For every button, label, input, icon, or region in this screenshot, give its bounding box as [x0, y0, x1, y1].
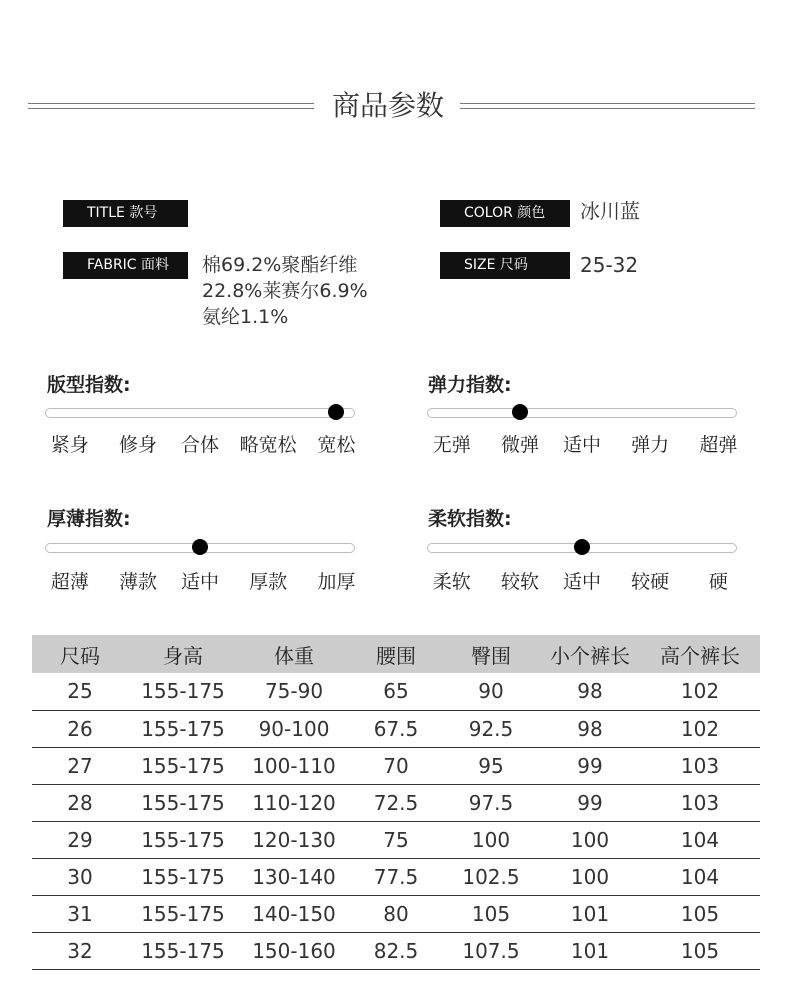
size-label-cn: 尺码: [499, 257, 528, 273]
softness-index-track: [427, 543, 737, 553]
table-cell: 155-175: [128, 784, 238, 821]
size-label-en: SIZE: [464, 257, 496, 273]
scale-label: 微弹: [500, 434, 540, 456]
heading-divider-left: [28, 103, 314, 109]
table-cell: 101: [540, 932, 640, 969]
scale-label: 弹力: [631, 434, 670, 456]
column-header: 尺码: [32, 635, 128, 673]
scale-label: 无弹: [432, 434, 471, 456]
table-cell: 155-175: [128, 821, 238, 858]
table-header-row: [32, 635, 760, 673]
scale-label: 加厚: [317, 571, 356, 593]
scale-label: 硬: [708, 571, 728, 593]
table-cell: 98: [540, 710, 640, 747]
scale-label: 超薄: [50, 571, 89, 593]
fabric-line: 22.8%莱赛尔6.9%: [202, 280, 368, 302]
scale-label: 柔软: [432, 571, 471, 593]
table-cell: 80: [350, 895, 442, 932]
column-header: 体重: [238, 635, 350, 673]
table-row: [32, 747, 760, 784]
heading-divider-right: [460, 103, 755, 109]
scale-label: 合体: [180, 434, 220, 456]
thickness-index-track: [45, 543, 355, 553]
size-chart-table: [32, 635, 760, 970]
table-cell: 90-100: [238, 710, 350, 747]
table-cell: 150-160: [238, 932, 350, 969]
fabric-value: [202, 252, 368, 330]
title-label-en: TITLE: [87, 205, 125, 221]
table-cell: 102: [640, 673, 760, 710]
table-cell: 82.5: [350, 932, 442, 969]
table-cell: 102.5: [442, 858, 540, 895]
scale-label: 适中: [180, 571, 220, 593]
table-cell: 65: [350, 673, 442, 710]
fit-index-scale: [45, 430, 355, 456]
table-cell: 90: [442, 673, 540, 710]
table-cell: 70: [350, 747, 442, 784]
scale-label: 宽松: [317, 434, 356, 456]
table-row: [32, 710, 760, 747]
scale-label: 适中: [562, 434, 602, 456]
scale-label: 略宽松: [239, 434, 297, 456]
color-value: 冰川蓝: [580, 199, 640, 223]
table-cell: 155-175: [128, 858, 238, 895]
table-cell: 103: [640, 747, 760, 784]
table-cell: 28: [32, 784, 128, 821]
table-cell: 26: [32, 710, 128, 747]
table-cell: 100: [540, 821, 640, 858]
table-cell: 92.5: [442, 710, 540, 747]
scale-label: 超弹: [699, 434, 738, 456]
table-cell: 110-120: [238, 784, 350, 821]
table-cell: 30: [32, 858, 128, 895]
table-cell: 155-175: [128, 710, 238, 747]
table-cell: 32: [32, 932, 128, 969]
fabric-label-cn: 面料: [141, 257, 170, 273]
scale-label: 修身: [118, 434, 158, 456]
table-row: [32, 821, 760, 858]
table-cell: 104: [640, 858, 760, 895]
scale-label: 较软: [500, 571, 540, 593]
elasticity-index-scale: [427, 430, 737, 456]
table-cell: 72.5: [350, 784, 442, 821]
elasticity-index-title: 弹力指数:: [428, 374, 512, 396]
table-cell: 101: [540, 895, 640, 932]
softness-index-scale: [427, 567, 737, 593]
scale-label: 较硬: [631, 571, 670, 593]
scale-label: 适中: [562, 571, 602, 593]
table-cell: 99: [540, 784, 640, 821]
thickness-index-scale: [45, 567, 355, 593]
table-cell: 102: [640, 710, 760, 747]
table-cell: 27: [32, 747, 128, 784]
table-cell: 103: [640, 784, 760, 821]
table-row: [32, 858, 760, 895]
table-cell: 67.5: [350, 710, 442, 747]
column-header: 腰围: [350, 635, 442, 673]
table-cell: 130-140: [238, 858, 350, 895]
table-row: [32, 932, 760, 969]
table-cell: 95: [442, 747, 540, 784]
table-row: [32, 784, 760, 821]
elasticity-index-track: [427, 408, 737, 418]
table-cell: 100-110: [238, 747, 350, 784]
table-cell: 97.5: [442, 784, 540, 821]
color-label-cn: 颜色: [517, 205, 546, 221]
column-header: 小个裤长: [540, 635, 640, 673]
softness-index-marker: [574, 539, 590, 555]
table-cell: 155-175: [128, 673, 238, 710]
page-title: 商品参数: [331, 89, 444, 122]
fit-index-marker: [328, 404, 344, 420]
fabric-label: [63, 252, 188, 279]
table-cell: 155-175: [128, 895, 238, 932]
thickness-index-marker: [192, 539, 208, 555]
table-cell: 100: [442, 821, 540, 858]
color-label: [440, 200, 570, 227]
scale-label: 厚款: [249, 571, 288, 593]
table-cell: 140-150: [238, 895, 350, 932]
table-cell: 75-90: [238, 673, 350, 710]
table-cell: 77.5: [350, 858, 442, 895]
table-cell: 31: [32, 895, 128, 932]
table-cell: 105: [640, 932, 760, 969]
scale-label: 紧身: [50, 434, 89, 456]
size-label: [440, 252, 570, 279]
table-cell: 29: [32, 821, 128, 858]
table-cell: 100: [540, 858, 640, 895]
table-cell: 25: [32, 673, 128, 710]
title-label-cn: 款号: [129, 205, 158, 221]
fabric-line: 氨纶1.1%: [202, 306, 289, 328]
table-cell: 99: [540, 747, 640, 784]
table-cell: 105: [640, 895, 760, 932]
table-row: [32, 895, 760, 932]
title-label: [63, 200, 188, 227]
fabric-line: 棉69.2%聚酯纤维: [202, 254, 358, 276]
section-heading: [0, 84, 790, 128]
table-row: [32, 673, 760, 710]
scale-label: 薄款: [118, 571, 158, 593]
fit-index-track: [45, 408, 355, 418]
table-cell: 98: [540, 673, 640, 710]
size-value: 25-32: [580, 253, 639, 277]
table-cell: 75: [350, 821, 442, 858]
elasticity-index-marker: [512, 404, 528, 420]
table-cell: 155-175: [128, 747, 238, 784]
color-label-en: COLOR: [464, 205, 513, 221]
fit-index-title: 版型指数:: [47, 374, 131, 396]
thickness-index-title: 厚薄指数:: [47, 508, 131, 530]
table-cell: 120-130: [238, 821, 350, 858]
table-cell: 104: [640, 821, 760, 858]
fabric-label-en: FABRIC: [87, 257, 137, 273]
table-cell: 155-175: [128, 932, 238, 969]
table-cell: 105: [442, 895, 540, 932]
column-header: 身高: [128, 635, 238, 673]
table-cell: 107.5: [442, 932, 540, 969]
softness-index-title: 柔软指数:: [428, 508, 512, 530]
column-header: 臀围: [442, 635, 540, 673]
column-header: 高个裤长: [640, 635, 760, 673]
